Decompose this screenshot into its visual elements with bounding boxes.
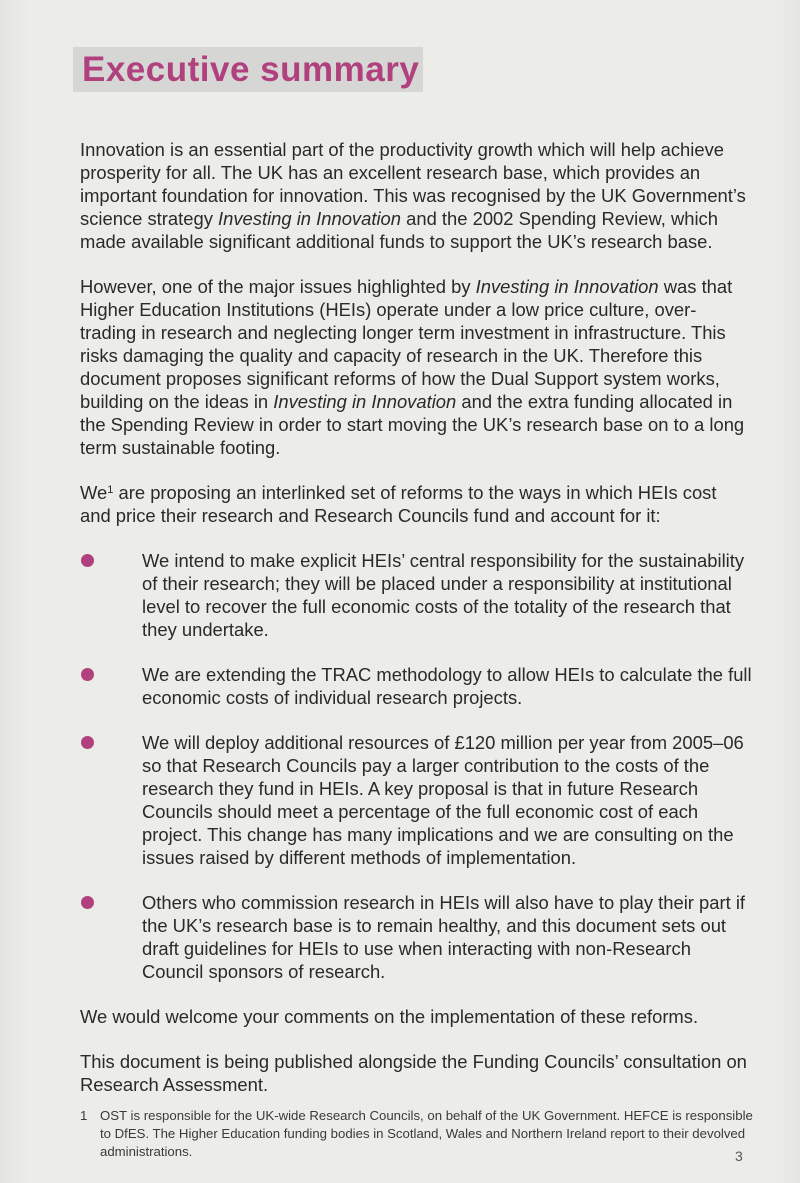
paragraph-issues-text-a: However, one of the major issues highlighted by [80, 276, 476, 297]
bullet-text: We intend to make explicit HEIs’ central responsibility for the sustainability of their research; they will be placed under a responsibility at institutional level to recover the full economic costs of the totality of the research that they undertake. [142, 550, 745, 640]
paragraph-intro-text: Innovation is an essential part of the productivity growth which will help achieve prosperity for all. The UK has an excellent research base, which provides an important foundation for innovation. This was recognised by the UK Government’s science strategy [80, 139, 746, 229]
list-item [80, 731, 752, 869]
list-item [80, 663, 752, 709]
paragraph-comments: We would welcome your comments on the implementation of these reforms. [80, 1006, 699, 1027]
title-banner [73, 47, 423, 92]
list-item [80, 891, 752, 983]
bullet-text: We will deploy additional resources of £120 million per year from 2005–06 so that Research Councils pay a larger contribution to the costs of the research they fund in HEIs. A key proposal is that in future Research Councils should meet a percentage of the full economic cost of each project. This change has many implications and we are consulting on the issues raised by different methods of implementation. [142, 732, 744, 868]
paragraph-intro-italic: Investing in Innovation [218, 208, 402, 229]
footnote-reference[interactable]: 1 [107, 484, 114, 496]
footnote [80, 1107, 760, 1161]
bullet-dot-icon [81, 896, 94, 909]
reform-bullet-list [80, 549, 752, 983]
footnote-text: OST is responsible for the UK-wide Research Councils, on behalf of the UK Government. HEFCE is responsible to DfES. The Higher Education funding bodies in Scotland, Wales and Northern Ireland report to their devolved administrations. [100, 1108, 753, 1159]
paragraph-publication: This document is being published alongside the Funding Councils’ consultation on Research Assessment. [80, 1051, 747, 1095]
list-item [80, 549, 752, 641]
page-number: 3 [735, 1148, 743, 1164]
paragraph-reforms-text: are proposing an interlinked set of reforms to the ways in which HEIs cost and price their research and Research Councils fund and account for it: [80, 482, 717, 526]
bullet-dot-icon [81, 736, 94, 749]
paragraph-issues-italic-1: Investing in Innovation [475, 276, 659, 297]
body-content [80, 138, 752, 1118]
page-title: Executive summary [82, 50, 420, 89]
paragraph-intro [80, 138, 752, 253]
paragraph-reforms-we: We [80, 482, 108, 503]
bullet-dot-icon [81, 668, 94, 681]
bullet-text: We are extending the TRAC methodology to allow HEIs to calculate the full economic costs of individual research projects. [142, 664, 752, 708]
bullet-dot-icon [81, 554, 94, 567]
bullet-text: Others who commission research in HEIs will also have to play their part if the UK’s research base is to remain healthy, and this document sets out draft guidelines for HEIs to use when interacting with non-Research Council sponsors of research. [142, 892, 746, 982]
paragraph-reforms-intro [80, 481, 752, 527]
paragraph-issues-italic-2: Investing in Innovation [273, 391, 457, 412]
paragraph-issues [80, 275, 752, 459]
footnote-number: 1 [80, 1108, 88, 1123]
paragraph-issues-text-c: and the extra funding allocated in the Spending Review in order to start moving the UK’s research base on to a long term sustainable footing. [80, 391, 745, 458]
paragraph-issues-text-b: was that Higher Education Institutions (HEIs) operate under a low price culture, over-trading in research and neglecting longer term investment in infrastructure. This risks damaging the quality and capacity of research in the UK. Therefore this document proposes significant reforms of how the Dual Support system works, building on the ideas in [80, 276, 733, 412]
paragraph-intro-end: and the 2002 Spending Review, which made available significant additional funds to support the UK’s research base. [80, 208, 718, 252]
